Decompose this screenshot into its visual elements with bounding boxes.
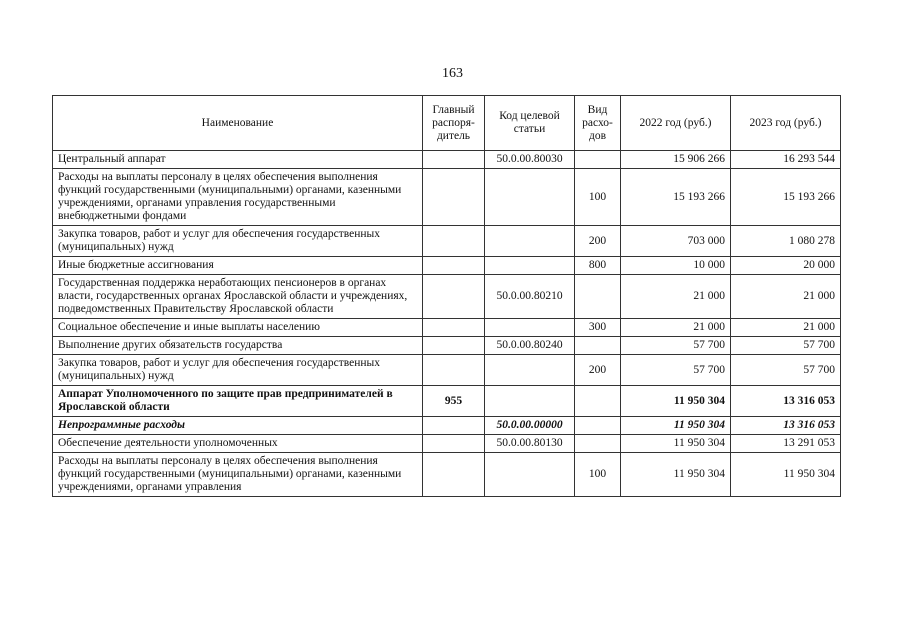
cell-name: Обеспечение деятельности уполномоченных xyxy=(53,435,423,453)
cell-code: 50.0.00.80210 xyxy=(485,275,575,319)
table-row xyxy=(53,337,841,355)
header-code: Код целевой статьи xyxy=(485,96,575,151)
table-row xyxy=(53,453,841,497)
cell-y2023: 15 193 266 xyxy=(731,169,841,226)
cell-admin xyxy=(423,319,485,337)
cell-y2023: 13 316 053 xyxy=(731,386,841,417)
table-row xyxy=(53,386,841,417)
cell-y2023: 57 700 xyxy=(731,355,841,386)
cell-admin: 955 xyxy=(423,386,485,417)
cell-admin xyxy=(423,151,485,169)
table-row xyxy=(53,226,841,257)
header-2023: 2023 год (руб.) xyxy=(731,96,841,151)
table-row xyxy=(53,151,841,169)
cell-y2022: 15 906 266 xyxy=(621,151,731,169)
cell-type: 100 xyxy=(575,169,621,226)
cell-y2023: 21 000 xyxy=(731,319,841,337)
table-row xyxy=(53,435,841,453)
cell-y2022: 57 700 xyxy=(621,337,731,355)
cell-y2022: 11 950 304 xyxy=(621,435,731,453)
cell-type: 100 xyxy=(575,453,621,497)
cell-admin xyxy=(423,226,485,257)
cell-name: Центральный аппарат xyxy=(53,151,423,169)
cell-name: Аппарат Уполномоченного по защите прав предпринимателей в Ярославской области xyxy=(53,386,423,417)
cell-admin xyxy=(423,337,485,355)
cell-name: Расходы на выплаты персоналу в целях обеспечения выполнения функций государственными (муниципальными) органами, казенными учреждениями, органами управления государственными внебюджетными фондами xyxy=(53,169,423,226)
cell-name: Закупка товаров, работ и услуг для обеспечения государственных (муниципальных) нужд xyxy=(53,226,423,257)
cell-name: Непрограммные расходы xyxy=(53,417,423,435)
cell-type xyxy=(575,337,621,355)
cell-y2022: 11 950 304 xyxy=(621,386,731,417)
cell-code: 50.0.00.80030 xyxy=(485,151,575,169)
cell-code xyxy=(485,355,575,386)
cell-name: Закупка товаров, работ и услуг для обеспечения государственных (муниципальных) нужд xyxy=(53,355,423,386)
cell-type xyxy=(575,275,621,319)
cell-code: 50.0.00.80130 xyxy=(485,435,575,453)
cell-code xyxy=(485,257,575,275)
header-type: Вид расхо-дов xyxy=(575,96,621,151)
cell-name: Иные бюджетные ассигнования xyxy=(53,257,423,275)
cell-admin xyxy=(423,275,485,319)
cell-admin xyxy=(423,417,485,435)
cell-y2022: 21 000 xyxy=(621,275,731,319)
cell-y2022: 57 700 xyxy=(621,355,731,386)
cell-type: 800 xyxy=(575,257,621,275)
cell-code xyxy=(485,226,575,257)
cell-y2022: 21 000 xyxy=(621,319,731,337)
cell-code xyxy=(485,453,575,497)
budget-table xyxy=(52,95,841,497)
cell-admin xyxy=(423,435,485,453)
cell-type xyxy=(575,435,621,453)
table-header-row xyxy=(53,96,841,151)
cell-code xyxy=(485,169,575,226)
cell-admin xyxy=(423,355,485,386)
cell-y2023: 20 000 xyxy=(731,257,841,275)
cell-code xyxy=(485,319,575,337)
cell-name: Государственная поддержка неработающих пенсионеров в органах власти, государственных органах Ярославской области и учреждениях, подведомственных Правительству Ярославской области xyxy=(53,275,423,319)
cell-y2022: 11 950 304 xyxy=(621,453,731,497)
cell-y2023: 57 700 xyxy=(731,337,841,355)
cell-admin xyxy=(423,453,485,497)
table-row xyxy=(53,417,841,435)
cell-y2022: 11 950 304 xyxy=(621,417,731,435)
page-number: 163 xyxy=(442,66,463,81)
cell-code xyxy=(485,386,575,417)
header-2022: 2022 год (руб.) xyxy=(621,96,731,151)
cell-y2023: 1 080 278 xyxy=(731,226,841,257)
table-row xyxy=(53,169,841,226)
cell-code: 50.0.00.00000 xyxy=(485,417,575,435)
header-admin: Главный распоря-дитель xyxy=(423,96,485,151)
cell-y2022: 15 193 266 xyxy=(621,169,731,226)
table-row xyxy=(53,257,841,275)
cell-y2023: 13 291 053 xyxy=(731,435,841,453)
cell-name: Выполнение других обязательств государства xyxy=(53,337,423,355)
cell-type xyxy=(575,151,621,169)
cell-y2023: 11 950 304 xyxy=(731,453,841,497)
cell-admin xyxy=(423,257,485,275)
cell-y2022: 703 000 xyxy=(621,226,731,257)
cell-y2023: 13 316 053 xyxy=(731,417,841,435)
cell-y2023: 16 293 544 xyxy=(731,151,841,169)
table-row xyxy=(53,355,841,386)
table-row xyxy=(53,319,841,337)
cell-type xyxy=(575,386,621,417)
cell-admin xyxy=(423,169,485,226)
cell-y2022: 10 000 xyxy=(621,257,731,275)
cell-name: Социальное обеспечение и иные выплаты населению xyxy=(53,319,423,337)
cell-type xyxy=(575,417,621,435)
cell-code: 50.0.00.80240 xyxy=(485,337,575,355)
table-row xyxy=(53,275,841,319)
cell-type: 200 xyxy=(575,226,621,257)
header-name: Наименование xyxy=(53,96,423,151)
cell-type: 300 xyxy=(575,319,621,337)
cell-name: Расходы на выплаты персоналу в целях обеспечения выполнения функций государственными (муниципальными) органами, казенными учреждениями, органами управления xyxy=(53,453,423,497)
cell-type: 200 xyxy=(575,355,621,386)
cell-y2023: 21 000 xyxy=(731,275,841,319)
